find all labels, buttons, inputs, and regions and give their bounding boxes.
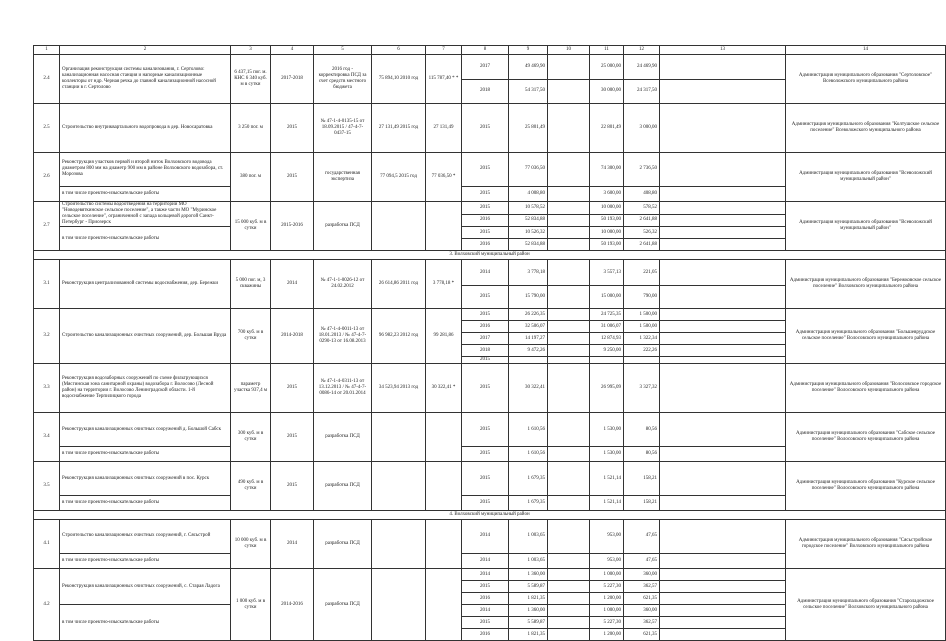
table-cell: 2015-2016 [271, 202, 314, 251]
table-cell: 3 778,18 * [426, 260, 462, 309]
table-cell: 15 000 куб. м в сутки [231, 202, 271, 251]
table-cell [548, 462, 590, 496]
table-cell: 80,56 [624, 413, 660, 447]
table-cell [660, 364, 786, 413]
table-cell: 47,65 [624, 520, 660, 554]
table-cell [660, 553, 786, 568]
table-cell: 1 521,14 [590, 496, 624, 511]
table-cell: Реконструкция канализационных очистных сооружений, с. Старая Ладога [60, 569, 231, 605]
table-cell [426, 520, 462, 569]
table-cell: разработка ПСД [314, 462, 372, 511]
table-cell: 4.1 [34, 520, 60, 569]
table-cell: 10 578,52 [509, 202, 548, 215]
table-cell: № 47-1-4-0311-13 от 13.12.2013 / № 47-4-7-0086-14 от 20.01.2014 [314, 364, 372, 413]
table-cell: 3.3 [34, 364, 60, 413]
table-cell [548, 286, 590, 309]
table-cell: Администрация муниципального образования "Сабское сельское поселение" Волосовского муниципального района [786, 413, 946, 462]
table-cell: 15 790,00 [509, 286, 548, 309]
table-cell: 5 000 пог. м, 3 скважины [231, 260, 271, 309]
table-cell [660, 153, 786, 187]
table-cell [548, 357, 590, 364]
column-number: 3 [231, 46, 271, 55]
table-cell: 2015 [462, 286, 509, 309]
column-number: 11 [590, 46, 624, 55]
table-cell: 1 679,35 [509, 496, 548, 511]
table-cell: 3.4 [34, 413, 60, 462]
table-cell: параметр участка 937,4 м [231, 364, 271, 413]
table-cell [660, 357, 786, 364]
section-row [34, 511, 946, 520]
table-cell: 490 куб. м в сутки [231, 462, 271, 511]
table-cell: 6 437,15 пог. м. КНС 6 340 куб. м в сутки [231, 55, 271, 104]
table-cell: 12 874,93 [590, 333, 624, 345]
table-cell: 1 000,00 [590, 569, 624, 581]
column-number: 7 [426, 46, 462, 55]
table-cell: Реконструкция канализационных очистных сооружений в пос. Курск [60, 462, 231, 496]
table-cell: 27 131,49 2015 год [372, 104, 426, 153]
table-cell: 2015 [462, 413, 509, 447]
table-cell: 360,00 [624, 605, 660, 617]
table-cell [660, 569, 786, 581]
table-cell: 2015 [271, 364, 314, 413]
table-cell: 700 куб. м в сутки [231, 309, 271, 364]
table-cell [660, 214, 786, 227]
table-cell [548, 581, 590, 593]
column-number: 1 [34, 46, 60, 55]
table-cell [548, 239, 590, 251]
table-cell: 9 250,00 [590, 345, 624, 357]
table-cell: 2017 [462, 333, 509, 345]
table-cell: 3 250 пог. м [231, 104, 271, 153]
table-cell: 2014 [462, 553, 509, 568]
table-cell: № 47-1-4-0135-15 от 18.09.2015 / 47-4-7-0437-15 [314, 104, 372, 153]
table-cell: 1 821,35 [509, 593, 548, 605]
table-cell: 2015 [462, 462, 509, 496]
table-cell: 2 641,88 [624, 239, 660, 251]
table-cell: 2015 [462, 581, 509, 593]
table-cell: Администрация муниципального образования "Колтушское сельское поселение" Всеволожского муниципального района [786, 104, 946, 153]
table-cell: 5 227,30 [590, 617, 624, 629]
table-cell: 2015 [462, 202, 509, 215]
column-number: 4 [271, 46, 314, 55]
table-cell [548, 629, 590, 641]
table-cell: Администрация муниципального образования "Всеволожский муниципальный район" [786, 202, 946, 251]
table-cell: 360,00 [624, 569, 660, 581]
table-cell [660, 309, 786, 321]
table-row [34, 55, 946, 80]
table-row [34, 309, 946, 321]
table-cell: Реконструкция канализационных очистных сооружений д. Большой Сабск [60, 413, 231, 447]
table-cell: 1 000,00 [590, 605, 624, 617]
table-cell: разработка ПСД [314, 413, 372, 462]
table-cell: Строительство внутриквартального водопровода в дер. Новосаратовка [60, 104, 231, 153]
table-cell [548, 186, 590, 201]
table-cell: 2018 [462, 79, 509, 104]
table-cell: Строительство системы водоотведения на территории МО "Новодевяткинское сельское поселение", а также части МО "Муринское сельское поселение", ограниченной с запада кольцевой дорогой Санкт-Петербург - Приозерск [60, 202, 231, 227]
table-cell: Администрация муниципального образования "Сясьстройское городское поселение" Волховского муниципального района [786, 520, 946, 569]
table-cell: 54 317,50 [509, 79, 548, 104]
table-cell [548, 617, 590, 629]
table-cell [660, 186, 786, 201]
table-row [34, 520, 946, 554]
table-cell [548, 153, 590, 187]
column-number: 9 [509, 46, 548, 55]
table-cell: Реконструкция водозаборных сооружений по схеме фильтрующихся (Мясгинская зона санитарной охраны) водозабора г. Волосово (Лесной район) на территории г. Волосово Ленинградской области. 1-й водоснабжение Терпилицкого города [60, 364, 231, 413]
table-cell: 47,65 [624, 553, 660, 568]
section-title: 3. Волховский муниципальный район [34, 251, 946, 260]
table-cell: 221,05 [624, 260, 660, 286]
table-cell [426, 413, 462, 462]
table-cell: 953,00 [590, 553, 624, 568]
table-cell: 5 589,87 [509, 581, 548, 593]
table-cell [548, 496, 590, 511]
column-number: 2 [60, 46, 231, 55]
table-cell: 1 821,35 [509, 629, 548, 641]
table-cell: 50 193,00 [590, 214, 624, 227]
table-cell: 1 003,65 [509, 520, 548, 554]
table-cell: 1 360,00 [509, 569, 548, 581]
table-cell: 34 523,94 2013 год [372, 364, 426, 413]
table-cell [660, 496, 786, 511]
table-cell: 2.6 [34, 153, 60, 202]
header-row [34, 46, 946, 55]
table-cell [660, 79, 786, 104]
table-cell [660, 104, 786, 153]
table-cell [426, 202, 462, 251]
table-cell [548, 553, 590, 568]
table-cell [548, 202, 590, 215]
column-number: 14 [786, 46, 946, 55]
table-cell: 2015 [462, 447, 509, 462]
table-cell: 621,35 [624, 593, 660, 605]
table-cell: 3.1 [34, 260, 60, 309]
table-cell: 52 834,88 [509, 239, 548, 251]
table-cell [548, 605, 590, 617]
table-cell: 24 469,90 [624, 55, 660, 80]
table-cell [548, 345, 590, 357]
table-cell: 96 982,23 2012 год [372, 309, 426, 364]
table-cell: 2015 [462, 357, 509, 364]
table-cell: 9 472,26 [509, 345, 548, 357]
table-cell: 1 000 куб. м в сутки [231, 569, 271, 641]
table-cell [372, 462, 426, 511]
table-cell: 2.4 [34, 55, 60, 104]
table-cell: 2015 [462, 227, 509, 239]
table-cell: 526,32 [624, 227, 660, 239]
table-cell: Строительство канализационных очистных сооружений, г. Сясьстрой [60, 520, 231, 554]
table-cell: 10 000,00 [590, 202, 624, 215]
table-cell: 24 725,35 [590, 309, 624, 321]
table-cell: 408,80 [624, 186, 660, 201]
table-cell: 2016 [462, 239, 509, 251]
table-cell: 52 834,88 [509, 214, 548, 227]
table-cell: 2.7 [34, 202, 60, 251]
table-cell: 953,00 [590, 520, 624, 554]
table-cell: 222,26 [624, 345, 660, 357]
table-cell: 1 003,65 [509, 553, 548, 568]
table-cell: 1 530,00 [590, 413, 624, 447]
table-cell: 1 610,56 [509, 413, 548, 447]
table-cell: 300 куб. м в сутки [231, 413, 271, 462]
table-cell [372, 569, 426, 641]
table-cell [548, 321, 590, 333]
table-cell: Строительство канализационных очистных сооружений, дер. Большая Вруда [60, 309, 231, 364]
table-cell [660, 333, 786, 345]
column-number: 13 [660, 46, 786, 55]
table-cell: 2015 [271, 413, 314, 462]
table-row [34, 413, 946, 447]
table-cell: 25 801,49 [509, 104, 548, 153]
table-cell: 77 036,50 [509, 153, 548, 187]
table-cell: 26 995,09 [590, 364, 624, 413]
table-cell: 15 000,00 [590, 286, 624, 309]
table-cell [548, 413, 590, 447]
table-cell: Администрация муниципального образования "Курское сельское поселение" Волосовского муниципального района [786, 462, 946, 511]
table-cell: 1 322,34 [624, 333, 660, 345]
table-cell: 32 506,07 [509, 321, 548, 333]
table-cell: разработка ПСД [314, 520, 372, 569]
table-cell: 2 736,50 [624, 153, 660, 187]
table-cell: 2014 [271, 260, 314, 309]
table-cell: государственная экспертиза [314, 153, 372, 202]
table-cell: 3 600,00 [590, 186, 624, 201]
table-cell: Реконструкция централизованной системы водоснабжения, дер. Бережки [60, 260, 231, 309]
table-cell: в том числе проектно-изыскательские работы [60, 553, 231, 568]
table-cell: 2017-2018 [271, 55, 314, 104]
table-cell: 26 614,86 2011 год [372, 260, 426, 309]
table-cell [660, 55, 786, 80]
table-cell: 2018 [462, 345, 509, 357]
table-cell: 2016 [462, 214, 509, 227]
section-row [34, 251, 946, 260]
table-cell [426, 462, 462, 511]
program-table [33, 45, 946, 641]
table-cell [509, 357, 548, 364]
table-cell: 1 500,00 [624, 321, 660, 333]
table-row [34, 569, 946, 581]
table-cell: 1 530,00 [590, 447, 624, 462]
column-number: 8 [462, 46, 509, 55]
table-cell: 1 360,00 [509, 605, 548, 617]
table-cell: в том числе проектно-изыскательские работы [60, 227, 231, 251]
table-cell: 3 327,32 [624, 364, 660, 413]
table-cell [660, 227, 786, 239]
table-row [34, 462, 946, 496]
table-cell: 790,00 [624, 286, 660, 309]
table-cell [372, 520, 426, 569]
table-cell [548, 364, 590, 413]
table-cell: в том числе проектно-изыскательские работы [60, 496, 231, 511]
table-cell: 2015 [271, 462, 314, 511]
table-cell: 50 193,00 [590, 239, 624, 251]
table-cell: 2016 [462, 321, 509, 333]
table-row [34, 260, 946, 286]
table-cell: 2015 [462, 496, 509, 511]
table-cell: в том числе проектно-изыскательские работы [60, 605, 231, 641]
table-cell: 4.2 [34, 569, 60, 641]
table-cell: 1 610,56 [509, 447, 548, 462]
table-cell [548, 333, 590, 345]
table-cell: 4 008,80 [509, 186, 548, 201]
table-cell: 2014-2016 [271, 569, 314, 641]
table-cell: 1 500,00 [624, 309, 660, 321]
table-row [34, 104, 946, 153]
table-cell [548, 104, 590, 153]
table-cell: 22 801,49 [590, 104, 624, 153]
table-cell [660, 286, 786, 309]
table-cell: 74 300,00 [590, 153, 624, 187]
table-cell [548, 447, 590, 462]
table-cell [660, 520, 786, 554]
table-cell [660, 605, 786, 617]
table-cell [660, 260, 786, 286]
table-cell: 2 641,88 [624, 214, 660, 227]
table-cell: 1 679,35 [509, 462, 548, 496]
table-cell: в том числе проектно-изыскательские работы [60, 447, 231, 462]
table-cell: 10 000,00 [590, 227, 624, 239]
table-cell: 2015 [271, 104, 314, 153]
table-cell: 1 200,00 [590, 593, 624, 605]
table-cell: 2015 [462, 309, 509, 321]
table-cell: 2016 [462, 593, 509, 605]
table-cell: 362,57 [624, 581, 660, 593]
table-cell: Администрация муниципального образования "Бережковское сельское поселение" Волховского муниципального района [786, 260, 946, 309]
table-cell [548, 55, 590, 80]
table-cell [548, 520, 590, 554]
section-title: 4. Волховский муниципальный район [34, 511, 946, 520]
table-cell: 2017 [462, 55, 509, 80]
table-row [34, 153, 946, 187]
table-cell: 30 322,41 [509, 364, 548, 413]
table-cell: Реконструкция участков первой и второй ниток Волховского водовода диаметром 800 мм на диаметр 900 мм в районе Волховского водозабора, ст. Морозова [60, 153, 231, 187]
table-cell: 14 197,27 [509, 333, 548, 345]
table-cell [660, 345, 786, 357]
table-cell: 2015 [462, 153, 509, 187]
table-cell: 49 469,90 [509, 55, 548, 80]
table-cell: Администрация муниципального образования "Сертоловское" Всеволожского муниципального района [786, 55, 946, 104]
table-cell [660, 413, 786, 447]
table-cell [660, 593, 786, 605]
table-cell: в том числе проектно-изыскательские работы [60, 186, 231, 201]
table-cell: 77 036,50 * [426, 153, 462, 202]
table-cell: 30 322,41 * [426, 364, 462, 413]
table-cell: № 47-1-1-0026-12 от 24.02.2012 [314, 260, 372, 309]
table-cell: 158,21 [624, 496, 660, 511]
table-cell: 2014 [462, 605, 509, 617]
table-cell: 10 000 куб. м в сутки [231, 520, 271, 569]
table-cell: Администрация муниципального образования "Староладожское сельское поселение" Волховского муниципального района [786, 569, 946, 641]
table-cell [548, 79, 590, 104]
table-cell: 621,35 [624, 629, 660, 641]
table-cell: 115 787,40 * * [426, 55, 462, 104]
table-cell: 2014 [462, 520, 509, 554]
table-cell: 25 000,00 [590, 55, 624, 80]
table-cell [660, 629, 786, 641]
table-cell [660, 239, 786, 251]
table-cell: 3 000,00 [624, 104, 660, 153]
table-cell: 10 526,32 [509, 227, 548, 239]
table-cell [372, 413, 426, 462]
table-cell [590, 357, 624, 364]
table-cell [548, 309, 590, 321]
table-cell [548, 227, 590, 239]
table-cell [660, 321, 786, 333]
table-cell: 1 521,14 [590, 462, 624, 496]
table-cell: 30 000,00 [590, 79, 624, 104]
table-cell [660, 202, 786, 215]
table-cell [624, 357, 660, 364]
table-cell: 24 317,50 [624, 79, 660, 104]
column-number: 5 [314, 46, 372, 55]
table-cell: 3 557,13 [590, 260, 624, 286]
table-cell: 80,56 [624, 447, 660, 462]
table-cell: 1 200,00 [590, 629, 624, 641]
table-cell: 31 006,07 [590, 321, 624, 333]
table-cell: 2015 [462, 186, 509, 201]
table-cell: 3.5 [34, 462, 60, 511]
table-cell: № 47-1-4-0011-13 от 18.01.2013 / № 47-4-7-0290-13 от 16.08.2013 [314, 309, 372, 364]
table-cell: 77 094,5 2015 год [372, 153, 426, 202]
table-cell [660, 447, 786, 462]
table-cell: 5 227,30 [590, 581, 624, 593]
table-cell: разработка ПСД [314, 569, 372, 641]
table-cell: 99 281,86 [426, 309, 462, 364]
table-cell [426, 569, 462, 641]
table-cell: 2016 год - корректировка ПСД за счет средств местного бюджета [314, 55, 372, 104]
column-number: 6 [372, 46, 426, 55]
table-cell: 2015 [271, 153, 314, 202]
table-cell: 2015 [462, 364, 509, 413]
table-cell: 2.5 [34, 104, 60, 153]
table-cell: 75 894,10 2010 год [372, 55, 426, 104]
table-cell [372, 202, 426, 251]
table-cell: 2015 [462, 104, 509, 153]
table-cell: 27 131,49 [426, 104, 462, 153]
table-cell: 3 778,18 [509, 260, 548, 286]
table-cell: Организация реконструкция системы канализования, г. Сертолово: канализационная насосная станция и напорные канализационные коллекторы от ндр. Черная речка до главной канализационной насосной станции в г. Сертолово [60, 55, 231, 104]
table-cell: 3.2 [34, 309, 60, 364]
column-number: 12 [624, 46, 660, 55]
table-cell: 2014-2018 [271, 309, 314, 364]
table-cell [660, 581, 786, 593]
table-cell [548, 214, 590, 227]
table-cell: 2014 [462, 569, 509, 581]
table-cell [548, 593, 590, 605]
table-cell [548, 260, 590, 286]
table-cell: Администрация муниципального образования "Большевруддское сельское поселение" Волосовского муниципального района [786, 309, 946, 364]
table-cell: 26 226,35 [509, 309, 548, 321]
table-cell: 2016 [462, 629, 509, 641]
table-cell: 380 пог. м [231, 153, 271, 202]
table-cell: Администрация муниципального образования "Волосовское городское поселение" Волосовского муниципального района [786, 364, 946, 413]
table-cell: 2014 [271, 520, 314, 569]
table-cell: разработка ПСД [314, 202, 372, 251]
table-cell: 158,21 [624, 462, 660, 496]
column-number: 10 [548, 46, 590, 55]
table-cell [548, 569, 590, 581]
table-cell: 5 589,87 [509, 617, 548, 629]
table-cell: Администрация муниципального образования "Всеволожский муниципальный район" [786, 153, 946, 202]
table-cell: 2015 [462, 617, 509, 629]
table-cell [660, 617, 786, 629]
table-row [34, 364, 946, 413]
table-row [34, 202, 946, 215]
table-cell: 578,52 [624, 202, 660, 215]
table-cell: 2014 [462, 260, 509, 286]
table-cell [660, 462, 786, 496]
table-cell: 362,57 [624, 617, 660, 629]
